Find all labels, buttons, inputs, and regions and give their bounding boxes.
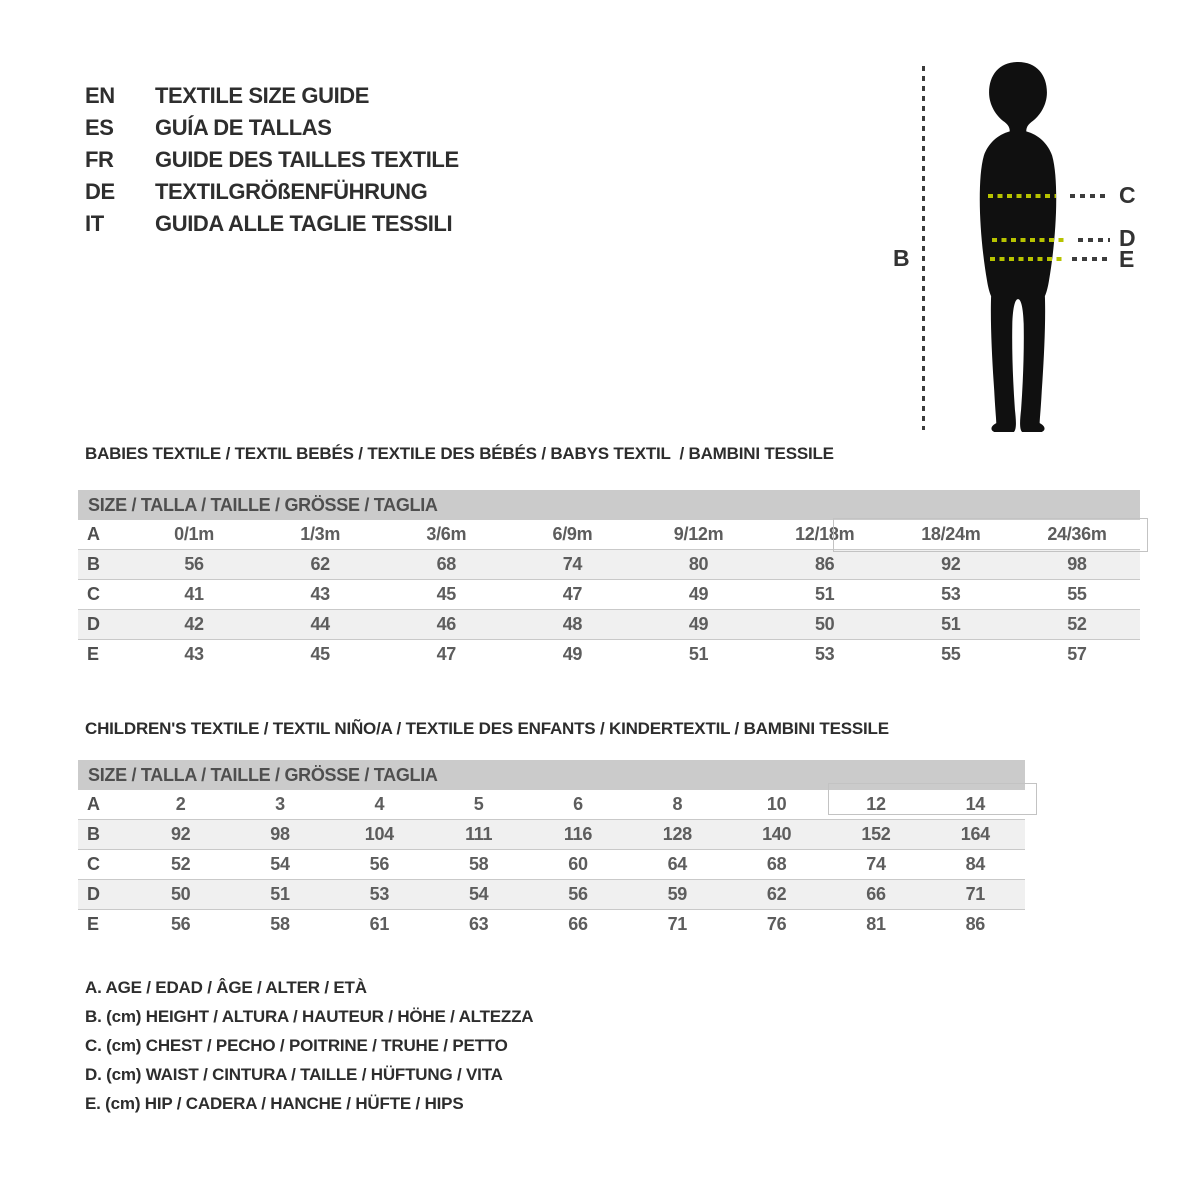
children-size-header: SIZE / TALLA / TAILLE / GRÖSSE / TAGLIA	[78, 760, 1025, 790]
size-cell: 62	[310, 554, 330, 574]
size-cell: 3	[275, 794, 285, 814]
language-title-list	[85, 80, 459, 240]
size-cell: 71	[965, 884, 986, 904]
size-cell: 53	[369, 884, 390, 904]
table-row	[78, 820, 1025, 850]
row-label: D	[87, 884, 100, 904]
size-cell: 52	[1067, 614, 1087, 634]
hip-measure-line	[990, 257, 1064, 261]
size-cell: 55	[941, 644, 961, 664]
table-row	[78, 880, 1025, 910]
language-code: EN	[85, 83, 115, 108]
size-cell: 57	[1067, 644, 1087, 664]
language-code: IT	[85, 211, 104, 236]
size-cell: 68	[766, 854, 787, 874]
size-cell: 74	[866, 854, 886, 874]
size-cell: 92	[941, 554, 961, 574]
language-row-it	[85, 208, 459, 240]
size-cell: 43	[184, 644, 204, 664]
chest-measure-line	[988, 194, 1056, 198]
size-cell: 53	[814, 644, 835, 664]
size-cell: 45	[436, 584, 457, 604]
legend-waist: D. (cm) WAIST / CINTURA / TAILLE / HÜFTUNG / VITA	[85, 1065, 503, 1084]
size-cell: 98	[1067, 554, 1087, 574]
language-row-de	[85, 176, 459, 208]
size-cell: 60	[568, 854, 588, 874]
language-code: FR	[85, 147, 114, 172]
size-cell: 104	[364, 824, 394, 844]
size-cell: 8	[672, 794, 683, 814]
guide-title-en: TEXTILE SIZE GUIDE	[155, 83, 370, 108]
size-cell: 4	[374, 794, 385, 814]
row-label: C	[87, 584, 100, 604]
size-cell: 140	[762, 824, 792, 844]
size-cell: 164	[960, 824, 990, 844]
size-cell: 2	[175, 794, 186, 814]
size-cell: 6/9m	[552, 524, 593, 544]
size-cell: 51	[941, 614, 961, 634]
size-cell: 71	[667, 914, 688, 934]
table-row	[78, 850, 1025, 880]
guide-title-de: TEXTILGRÖßENFÜHRUNG	[155, 179, 428, 204]
size-cell: 43	[310, 584, 330, 604]
legend-chest: C. (cm) CHEST / PECHO / POITRINE / TRUHE / PETTO	[85, 1036, 508, 1055]
row-label: C	[87, 854, 100, 874]
child-silhouette-figure	[956, 60, 1080, 434]
size-cell: 48	[562, 614, 583, 634]
size-cell: 47	[436, 644, 457, 664]
size-cell: 45	[310, 644, 330, 664]
size-cell: 12	[866, 794, 886, 814]
size-cell: 81	[866, 914, 886, 934]
babies-size-header: SIZE / TALLA / TAILLE / GRÖSSE / TAGLIA	[78, 490, 1140, 520]
size-cell: 51	[688, 644, 709, 664]
size-cell: 0/1m	[174, 524, 214, 544]
size-cell: 1/3m	[300, 524, 341, 544]
size-cell: 24/36m	[1047, 524, 1107, 544]
babies-section-title: BABIES TEXTILE / TEXTIL BEBÉS / TEXTILE DES BÉBÉS / BABYS TEXTIL / BAMBINI TESSILE	[85, 444, 834, 463]
size-cell: 12/18m	[795, 524, 855, 544]
size-cell: 53	[941, 584, 961, 604]
size-cell: 66	[866, 884, 886, 904]
size-cell: 128	[662, 824, 692, 844]
chest-label: C	[1119, 182, 1136, 208]
size-cell: 9/12m	[673, 524, 724, 544]
table-row	[78, 580, 1140, 610]
hip-reference-line	[1072, 257, 1110, 261]
size-cell: 52	[170, 854, 191, 874]
size-cell: 76	[766, 914, 787, 934]
language-row-fr	[85, 144, 459, 176]
legend-height: B. (cm) HEIGHT / ALTURA / HAUTEUR / HÖHE / ALTEZZA	[85, 1007, 534, 1026]
table-row	[78, 910, 1025, 940]
size-cell: 6	[573, 794, 583, 814]
size-cell: 86	[814, 554, 835, 574]
size-cell: 44	[310, 614, 330, 634]
table-row	[78, 610, 1140, 640]
size-cell: 46	[436, 614, 457, 634]
babies-size-highlight-box	[833, 518, 1148, 552]
legend-age: A. AGE / EDAD / ÂGE / ALTER / ETÀ	[85, 978, 367, 997]
size-cell: 47	[562, 584, 583, 604]
size-cell: 74	[562, 554, 583, 574]
row-label: B	[87, 554, 100, 574]
size-cell: 49	[688, 614, 709, 634]
children-section-title: CHILDREN'S TEXTILE / TEXTIL NIÑO/A / TEXTILE DES ENFANTS / KINDERTEXTIL / BAMBINI TESSILE	[85, 719, 889, 738]
hip-label: E	[1119, 246, 1135, 272]
size-cell: 92	[170, 824, 191, 844]
size-cell: 50	[170, 884, 191, 904]
guide-title-es: GUÍA DE TALLAS	[155, 115, 332, 140]
size-cell: 98	[270, 824, 290, 844]
size-cell: 56	[568, 884, 588, 904]
children-size-highlight-box	[828, 783, 1037, 815]
legend-hip: E. (cm) HIP / CADERA / HANCHE / HÜFTE / HIPS	[85, 1094, 464, 1113]
size-cell: 3/6m	[426, 524, 467, 544]
size-cell: 42	[184, 614, 204, 634]
size-cell: 10	[766, 794, 787, 814]
size-cell: 56	[369, 854, 390, 874]
row-label: A	[87, 524, 100, 544]
size-cell: 86	[965, 914, 986, 934]
size-cell: 50	[814, 614, 835, 634]
size-cell: 5	[473, 794, 484, 814]
size-cell: 61	[369, 914, 390, 934]
size-cell: 41	[184, 584, 204, 604]
size-cell: 63	[468, 914, 489, 934]
size-cell: 68	[436, 554, 457, 574]
size-cell: 56	[170, 914, 191, 934]
size-cell: 116	[563, 824, 593, 844]
language-row-es	[85, 112, 459, 144]
row-label: D	[87, 614, 100, 634]
chest-reference-line	[1070, 194, 1110, 198]
size-cell: 58	[468, 854, 489, 874]
size-cell: 51	[814, 584, 835, 604]
size-cell: 54	[270, 854, 290, 874]
size-cell: 54	[468, 884, 489, 904]
row-label: E	[87, 644, 99, 664]
size-cell: 55	[1067, 584, 1087, 604]
waist-label: D	[1119, 225, 1136, 251]
size-cell: 59	[667, 884, 688, 904]
size-cell: 49	[562, 644, 583, 664]
language-row-en	[85, 80, 459, 112]
size-cell: 14	[965, 794, 986, 814]
size-cell: 18/24m	[921, 524, 981, 544]
size-cell: 58	[270, 914, 290, 934]
row-label: B	[87, 824, 100, 844]
size-cell: 64	[667, 854, 688, 874]
height-measure-line	[922, 66, 925, 430]
language-code: ES	[85, 115, 114, 140]
size-cell: 66	[568, 914, 588, 934]
measurement-legend	[85, 973, 533, 1118]
guide-title-it: GUIDA ALLE TAGLIE TESSILI	[155, 211, 453, 236]
size-cell: 56	[184, 554, 204, 574]
table-row	[78, 640, 1140, 670]
table-row	[78, 550, 1140, 580]
size-cell: 49	[688, 584, 709, 604]
size-cell: 80	[688, 554, 709, 574]
size-cell: 152	[861, 824, 891, 844]
waist-measure-line	[992, 238, 1064, 242]
language-code: DE	[85, 179, 115, 204]
row-label: E	[87, 914, 99, 934]
size-cell: 111	[465, 824, 493, 844]
size-cell: 51	[270, 884, 290, 904]
height-label: B	[893, 245, 910, 271]
guide-title-fr: GUIDE DES TAILLES TEXTILE	[155, 147, 459, 172]
row-label: A	[87, 794, 100, 814]
waist-reference-line	[1078, 238, 1110, 242]
size-cell: 62	[766, 884, 787, 904]
size-cell: 84	[965, 854, 986, 874]
